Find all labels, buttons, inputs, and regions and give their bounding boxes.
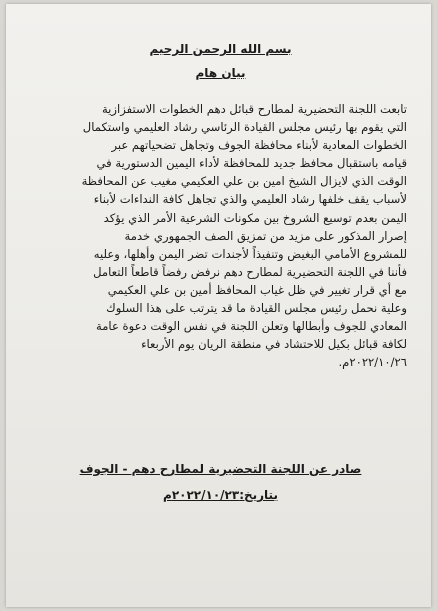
issuer-signature: صادر عن اللجنة التحضيرية لمطارح دهم - الجوف: [79, 462, 362, 476]
body-line: التي يقوم بها رئيس مجلس القيادة الرئاسي رشاد العليمي واستكمال: [82, 120, 407, 135]
body-line: المعادي للجوف وأبطالها وتعلن اللجنة في نفس الوقت دعوة عامة: [96, 319, 407, 334]
body-line: فأننا في اللجنة التحضيرية لمطارح دهم نرفض رفضاً قاطعاً التعامل: [93, 264, 407, 279]
body-line: اليمن بعدم توسيع الشروخ بين مكونات الشرعية الأمر الذي يؤكد: [103, 210, 407, 225]
body-line: الخطوات المعادية لأبناء محافظة الجوف وتجاهل تضحياتهم عبر: [111, 138, 407, 153]
body-line: مع أي قرار تغيير في ظل غياب المحافظ أمين بن علي العكيمي: [107, 282, 407, 297]
issue-date: بتاريخ:٢٠٢٢/١٠/٢٣م: [163, 488, 278, 502]
document-page: [6, 4, 431, 607]
basmala-heading: بسم الله الرحمن الرحيم: [149, 42, 292, 56]
body-line: وعلية نحمل رئيس مجلس القيادة ما قد يترتب على هذا السلوك: [106, 301, 407, 316]
statement-body: [34, 100, 407, 371]
body-line: ٢٠٢٢/١٠/٢٦م.: [338, 355, 407, 370]
statement-title: بيان هام: [195, 66, 246, 80]
body-line: الوقت الذي لايزال الشيخ امين بن علي العكيمي مغيب عن المحافظة: [81, 174, 407, 189]
body-line: إصرار المذكور على مزيد من تمزيق الصف الجمهوري خدمة: [124, 228, 407, 243]
body-line: قيامه باستقبال محافظ جديد للمحافظة لأداء اليمين الدستورية في: [96, 156, 407, 171]
statement-document: [34, 4, 407, 607]
body-line: تابعت اللجنة التحضيرية لمطارح قبائل دهم الخطوات الاستفزازية: [101, 102, 407, 116]
body-line: للمشروع الأمامي البغيض وتنفيذاً لأجندات تضر اليمن وأهلها، وعليه: [93, 246, 407, 261]
body-line: لأسباب يقف خلفها رشاد العليمي والذي تجاهل كافة النداءات لأبناء: [93, 192, 407, 207]
body-line: لكافة قبائل بكيل للاحتشاد في منطقة الريان يوم الأربعاء: [141, 337, 407, 352]
